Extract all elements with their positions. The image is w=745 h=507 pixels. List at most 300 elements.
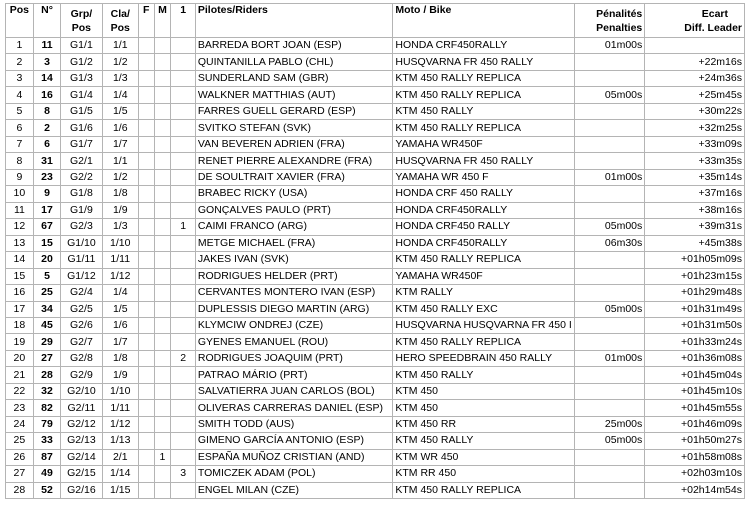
cell-bike: HONDA CRF450RALLY [393, 202, 574, 218]
cell-penalty: 25m00s [574, 416, 644, 432]
cell-penalty [574, 202, 644, 218]
cell-diff-leader: +32m25s [645, 120, 745, 136]
table-row [6, 433, 745, 449]
cell-number: 34 [33, 301, 60, 317]
table-row [6, 383, 745, 399]
header-class-position [102, 4, 138, 38]
header-ecart-line1: Ecart [701, 7, 728, 20]
cell-number: 14 [33, 70, 60, 86]
cell-pos: 4 [6, 87, 34, 103]
cell-class-position: 1/10 [102, 383, 138, 399]
cell-penalty: 05m00s [574, 433, 644, 449]
cell-one [171, 400, 195, 416]
cell-diff-leader: +01h23m15s [645, 268, 745, 284]
cell-penalty [574, 252, 644, 268]
table-row [6, 38, 745, 54]
cell-diff-leader: +01h45m55s [645, 400, 745, 416]
cell-one [171, 268, 195, 284]
cell-one [171, 235, 195, 251]
cell-group-position: G1/1 [61, 38, 102, 54]
cell-one [171, 120, 195, 136]
cell-penalty [574, 103, 644, 119]
header-penalties [574, 4, 644, 38]
cell-one [171, 317, 195, 333]
cell-group-position: G2/13 [61, 433, 102, 449]
cell-rider: ENGEL MILAN (CZE) [195, 482, 393, 498]
cell-class-position: 1/2 [102, 169, 138, 185]
cell-one [171, 301, 195, 317]
table-body [6, 38, 745, 499]
cell-rider: CERVANTES MONTERO IVAN (ESP) [195, 285, 393, 301]
cell-rider: VAN BEVEREN ADRIEN (FRA) [195, 136, 393, 152]
cell-one [171, 285, 195, 301]
cell-penalty [574, 482, 644, 498]
table-row [6, 169, 745, 185]
table-row [6, 367, 745, 383]
cell-diff-leader: +01h50m27s [645, 433, 745, 449]
cell-m [154, 219, 171, 235]
cell-bike: KTM RALLY [393, 285, 574, 301]
cell-penalty: 01m00s [574, 350, 644, 366]
table-row [6, 120, 745, 136]
cell-one: 1 [171, 219, 195, 235]
cell-group-position: G2/12 [61, 416, 102, 432]
cell-number: 25 [33, 285, 60, 301]
cell-number: 49 [33, 466, 60, 482]
table-row [6, 285, 745, 301]
cell-bike: KTM 450 RALLY EXC [393, 301, 574, 317]
cell-bike: KTM 450 RR [393, 416, 574, 432]
table-row [6, 103, 745, 119]
table-row [6, 54, 745, 70]
header-cla-line2: Pos [110, 21, 130, 34]
cell-bike: KTM 450 RALLY [393, 367, 574, 383]
header-row [6, 4, 745, 38]
cell-rider: GIMENO GARCÍA ANTONIO (ESP) [195, 433, 393, 449]
cell-f [138, 169, 154, 185]
cell-m [154, 433, 171, 449]
cell-penalty [574, 367, 644, 383]
cell-one [171, 169, 195, 185]
cell-bike: KTM 450 RALLY REPLICA [393, 70, 574, 86]
cell-bike: HONDA CRF 450 RALLY [393, 186, 574, 202]
cell-f [138, 120, 154, 136]
cell-pos: 22 [6, 383, 34, 399]
cell-diff-leader [645, 38, 745, 54]
table-row [6, 268, 745, 284]
cell-group-position: G2/1 [61, 153, 102, 169]
cell-one: 2 [171, 350, 195, 366]
cell-rider: KLYMCIW ONDREJ (CZE) [195, 317, 393, 333]
cell-pos: 15 [6, 268, 34, 284]
cell-f [138, 153, 154, 169]
cell-pos: 8 [6, 153, 34, 169]
cell-number: 3 [33, 54, 60, 70]
cell-rider: GONÇALVES PAULO (PRT) [195, 202, 393, 218]
cell-group-position: G2/5 [61, 301, 102, 317]
cell-class-position: 1/10 [102, 235, 138, 251]
cell-number: 9 [33, 186, 60, 202]
cell-class-position: 1/15 [102, 482, 138, 498]
cell-group-position: G1/10 [61, 235, 102, 251]
cell-bike: HERO SPEEDBRAIN 450 RALLY [393, 350, 574, 366]
cell-group-position: G2/3 [61, 219, 102, 235]
cell-f [138, 317, 154, 333]
cell-number: 6 [33, 136, 60, 152]
cell-f [138, 367, 154, 383]
cell-class-position: 1/9 [102, 202, 138, 218]
cell-diff-leader: +30m22s [645, 103, 745, 119]
cell-diff-leader: +35m14s [645, 169, 745, 185]
cell-group-position: G2/9 [61, 367, 102, 383]
cell-bike: KTM 450 [393, 383, 574, 399]
cell-pos: 23 [6, 400, 34, 416]
cell-f [138, 202, 154, 218]
cell-class-position: 1/5 [102, 301, 138, 317]
cell-one [171, 383, 195, 399]
cell-bike: YAMAHA WR450F [393, 268, 574, 284]
cell-group-position: G1/2 [61, 54, 102, 70]
cell-bike: HONDA CRF450RALLY [393, 38, 574, 54]
cell-f [138, 103, 154, 119]
cell-rider: RODRIGUES HELDER (PRT) [195, 268, 393, 284]
cell-rider: FARRES GUELL GERARD (ESP) [195, 103, 393, 119]
header-bike: Moto / Bike [393, 4, 574, 38]
cell-number: 79 [33, 416, 60, 432]
cell-penalty: 01m00s [574, 38, 644, 54]
cell-m [154, 103, 171, 119]
cell-group-position: G2/6 [61, 317, 102, 333]
cell-bike: KTM 450 RALLY [393, 433, 574, 449]
cell-f [138, 350, 154, 366]
cell-f [138, 235, 154, 251]
cell-one [171, 103, 195, 119]
table-row [6, 87, 745, 103]
cell-m [154, 301, 171, 317]
cell-pos: 12 [6, 219, 34, 235]
cell-penalty: 01m00s [574, 169, 644, 185]
cell-one [171, 153, 195, 169]
header-rider: Pilotes/Riders [195, 4, 393, 38]
cell-diff-leader: +33m35s [645, 153, 745, 169]
cell-diff-leader: +01h46m09s [645, 416, 745, 432]
cell-penalty: 05m00s [574, 219, 644, 235]
cell-number: 20 [33, 252, 60, 268]
cell-penalty [574, 54, 644, 70]
cell-m [154, 202, 171, 218]
cell-number: 17 [33, 202, 60, 218]
cell-one [171, 367, 195, 383]
cell-f [138, 449, 154, 465]
cell-pos: 9 [6, 169, 34, 185]
cell-f [138, 466, 154, 482]
cell-m [154, 186, 171, 202]
cell-class-position: 1/11 [102, 252, 138, 268]
cell-diff-leader: +24m36s [645, 70, 745, 86]
cell-number: 11 [33, 38, 60, 54]
table-row [6, 136, 745, 152]
cell-rider: TOMICZEK ADAM (POL) [195, 466, 393, 482]
table-row [6, 252, 745, 268]
cell-class-position: 1/5 [102, 103, 138, 119]
cell-m [154, 334, 171, 350]
cell-number: 15 [33, 235, 60, 251]
cell-m [154, 482, 171, 498]
cell-m [154, 54, 171, 70]
cell-penalty [574, 449, 644, 465]
cell-group-position: G2/16 [61, 482, 102, 498]
table-row [6, 416, 745, 432]
cell-one [171, 54, 195, 70]
cell-diff-leader: +01h58m08s [645, 449, 745, 465]
cell-one [171, 186, 195, 202]
cell-pos: 27 [6, 466, 34, 482]
cell-pos: 2 [6, 54, 34, 70]
cell-group-position: G1/11 [61, 252, 102, 268]
cell-diff-leader: +37m16s [645, 186, 745, 202]
cell-bike: HUSQVARNA FR 450 RALLY [393, 153, 574, 169]
cell-m [154, 87, 171, 103]
cell-penalty [574, 466, 644, 482]
cell-rider: ESPAÑA MUÑOZ CRISTIAN (AND) [195, 449, 393, 465]
header-ecart-line2: Diff. Leader [684, 21, 742, 34]
cell-number: 2 [33, 120, 60, 136]
cell-pos: 1 [6, 38, 34, 54]
cell-penalty [574, 120, 644, 136]
cell-penalty [574, 186, 644, 202]
cell-class-position: 1/4 [102, 87, 138, 103]
cell-pos: 10 [6, 186, 34, 202]
cell-f [138, 87, 154, 103]
cell-f [138, 482, 154, 498]
cell-diff-leader: +01h31m50s [645, 317, 745, 333]
header-pen-line2: Penalties [596, 21, 643, 34]
header-cla-line1: Cla/ [110, 7, 130, 20]
cell-pos: 19 [6, 334, 34, 350]
cell-rider: JAKES IVAN (SVK) [195, 252, 393, 268]
cell-rider: METGE MICHAEL (FRA) [195, 235, 393, 251]
cell-rider: RENET PIERRE ALEXANDRE (FRA) [195, 153, 393, 169]
cell-bike: KTM 450 RALLY REPLICA [393, 87, 574, 103]
cell-one [171, 433, 195, 449]
table-row [6, 202, 745, 218]
cell-one [171, 482, 195, 498]
cell-group-position: G2/14 [61, 449, 102, 465]
cell-pos: 11 [6, 202, 34, 218]
cell-m [154, 235, 171, 251]
table-row [6, 70, 745, 86]
header-grp-line2: Pos [71, 21, 92, 34]
cell-number: 45 [33, 317, 60, 333]
cell-rider: BRABEC RICKY (USA) [195, 186, 393, 202]
cell-diff-leader: +01h29m48s [645, 285, 745, 301]
cell-m [154, 383, 171, 399]
cell-penalty [574, 285, 644, 301]
cell-f [138, 136, 154, 152]
cell-number: 82 [33, 400, 60, 416]
cell-diff-leader: +02h03m10s [645, 466, 745, 482]
cell-one [171, 252, 195, 268]
cell-class-position: 1/13 [102, 433, 138, 449]
cell-bike: KTM 450 RALLY REPLICA [393, 120, 574, 136]
cell-pos: 20 [6, 350, 34, 366]
cell-one [171, 136, 195, 152]
cell-f [138, 252, 154, 268]
cell-bike: KTM 450 RALLY REPLICA [393, 482, 574, 498]
cell-f [138, 54, 154, 70]
cell-pos: 6 [6, 120, 34, 136]
cell-diff-leader: +22m16s [645, 54, 745, 70]
cell-penalty [574, 268, 644, 284]
cell-diff-leader: +38m16s [645, 202, 745, 218]
results-table [5, 3, 745, 499]
cell-f [138, 301, 154, 317]
cell-pos: 18 [6, 317, 34, 333]
cell-diff-leader: +01h33m24s [645, 334, 745, 350]
cell-rider: DUPLESSIS DIEGO MARTIN (ARG) [195, 301, 393, 317]
cell-pos: 28 [6, 482, 34, 498]
cell-m [154, 252, 171, 268]
cell-penalty [574, 136, 644, 152]
cell-bike: YAMAHA WR450F [393, 136, 574, 152]
cell-group-position: G2/15 [61, 466, 102, 482]
cell-m [154, 38, 171, 54]
cell-rider: GYENES EMANUEL (ROU) [195, 334, 393, 350]
cell-pos: 26 [6, 449, 34, 465]
cell-m [154, 367, 171, 383]
cell-f [138, 268, 154, 284]
header-m: M [154, 4, 171, 38]
header-grp-line1: Grp/ [70, 7, 93, 20]
cell-diff-leader: +39m31s [645, 219, 745, 235]
cell-class-position: 1/11 [102, 400, 138, 416]
cell-f [138, 186, 154, 202]
cell-f [138, 433, 154, 449]
cell-m [154, 169, 171, 185]
cell-f [138, 219, 154, 235]
cell-class-position: 1/6 [102, 120, 138, 136]
cell-rider: RODRIGUES JOAQUIM (PRT) [195, 350, 393, 366]
table-row [6, 482, 745, 498]
cell-rider: CAIMI FRANCO (ARG) [195, 219, 393, 235]
cell-number: 16 [33, 87, 60, 103]
cell-class-position: 1/3 [102, 70, 138, 86]
cell-m [154, 466, 171, 482]
cell-one: 3 [171, 466, 195, 482]
table-row [6, 350, 745, 366]
cell-number: 52 [33, 482, 60, 498]
cell-bike: KTM 450 RALLY [393, 103, 574, 119]
cell-penalty [574, 317, 644, 333]
cell-penalty [574, 400, 644, 416]
cell-m: 1 [154, 449, 171, 465]
cell-f [138, 285, 154, 301]
cell-class-position: 1/12 [102, 268, 138, 284]
cell-class-position: 1/8 [102, 350, 138, 366]
header-pos: Pos [6, 4, 34, 38]
cell-m [154, 136, 171, 152]
cell-group-position: G2/8 [61, 350, 102, 366]
cell-diff-leader: +01h45m04s [645, 367, 745, 383]
table-header [6, 4, 745, 38]
cell-m [154, 285, 171, 301]
cell-pos: 16 [6, 285, 34, 301]
cell-bike: YAMAHA WR 450 F [393, 169, 574, 185]
cell-group-position: G2/4 [61, 285, 102, 301]
table-row [6, 153, 745, 169]
table-row [6, 235, 745, 251]
cell-bike: KTM 450 RALLY REPLICA [393, 252, 574, 268]
header-group-position [61, 4, 102, 38]
cell-m [154, 416, 171, 432]
cell-number: 23 [33, 169, 60, 185]
cell-class-position: 1/3 [102, 219, 138, 235]
cell-number: 28 [33, 367, 60, 383]
cell-group-position: G1/8 [61, 186, 102, 202]
table-row [6, 301, 745, 317]
cell-class-position: 1/9 [102, 367, 138, 383]
cell-rider: WALKNER MATTHIAS (AUT) [195, 87, 393, 103]
cell-group-position: G1/9 [61, 202, 102, 218]
cell-number: 31 [33, 153, 60, 169]
table-row [6, 219, 745, 235]
cell-diff-leader: +45m38s [645, 235, 745, 251]
cell-number: 67 [33, 219, 60, 235]
cell-pos: 5 [6, 103, 34, 119]
cell-rider: SMITH TODD (AUS) [195, 416, 393, 432]
cell-class-position: 1/4 [102, 285, 138, 301]
cell-m [154, 153, 171, 169]
cell-class-position: 2/1 [102, 449, 138, 465]
cell-m [154, 70, 171, 86]
cell-f [138, 383, 154, 399]
cell-number: 27 [33, 350, 60, 366]
cell-class-position: 1/14 [102, 466, 138, 482]
cell-pos: 24 [6, 416, 34, 432]
cell-number: 29 [33, 334, 60, 350]
cell-m [154, 120, 171, 136]
cell-diff-leader: +01h36m08s [645, 350, 745, 366]
header-pen-line1: Pénalités [596, 7, 643, 20]
cell-rider: SUNDERLAND SAM (GBR) [195, 70, 393, 86]
cell-pos: 7 [6, 136, 34, 152]
cell-pos: 21 [6, 367, 34, 383]
cell-class-position: 1/7 [102, 334, 138, 350]
cell-diff-leader: +33m09s [645, 136, 745, 152]
cell-penalty: 05m00s [574, 87, 644, 103]
cell-f [138, 38, 154, 54]
cell-pos: 17 [6, 301, 34, 317]
cell-bike: KTM 450 RALLY REPLICA [393, 334, 574, 350]
cell-rider: QUINTANILLA PABLO (CHL) [195, 54, 393, 70]
cell-rider: SALVATIERRA JUAN CARLOS (BOL) [195, 383, 393, 399]
cell-rider: BARREDA BORT JOAN (ESP) [195, 38, 393, 54]
cell-number: 5 [33, 268, 60, 284]
cell-f [138, 70, 154, 86]
cell-class-position: 1/1 [102, 38, 138, 54]
cell-number: 87 [33, 449, 60, 465]
cell-rider: PATRAO MÁRIO (PRT) [195, 367, 393, 383]
cell-class-position: 1/12 [102, 416, 138, 432]
table-row [6, 466, 745, 482]
cell-bike: HONDA CRF450 RALLY [393, 219, 574, 235]
cell-bike: HUSQVARNA HUSQVARNA FR 450 I [393, 317, 574, 333]
header-f: F [138, 4, 154, 38]
cell-class-position: 1/2 [102, 54, 138, 70]
cell-penalty: 05m00s [574, 301, 644, 317]
table-row [6, 449, 745, 465]
table-row [6, 334, 745, 350]
